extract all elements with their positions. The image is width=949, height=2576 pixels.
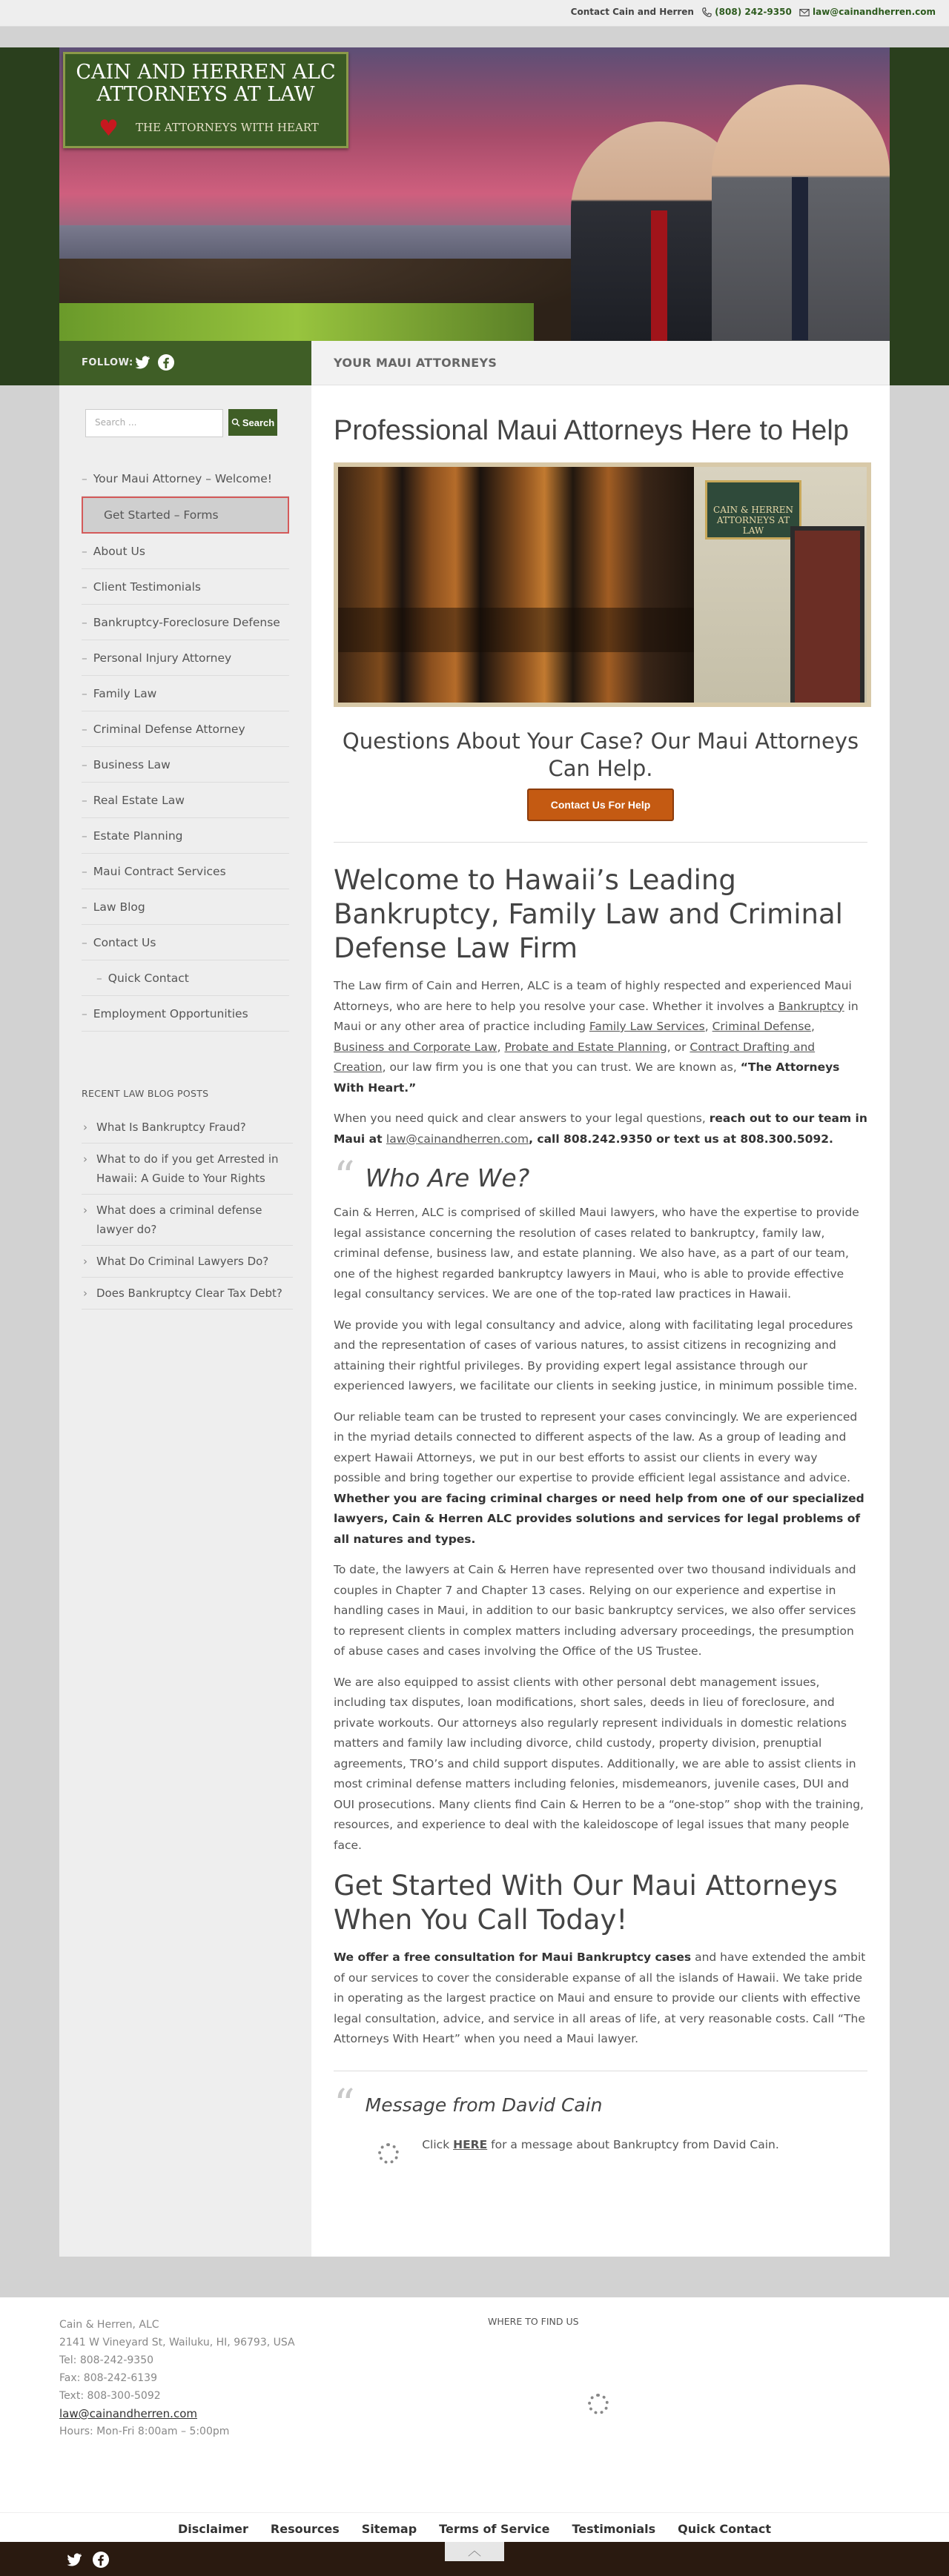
text: in Maui or any other area of practice including: [334, 999, 859, 1033]
business-law-link[interactable]: Business and Corporate Law: [334, 1040, 497, 1054]
contact-label: Contact Cain and Herren: [570, 7, 694, 18]
contact-paragraph: [334, 1109, 867, 1149]
intro-paragraph: [334, 976, 867, 1098]
here-link[interactable]: HERE: [453, 2137, 488, 2151]
twitter-icon[interactable]: [133, 353, 151, 371]
sidebar-item-bankruptcy[interactable]: – Bankruptcy-Foreclosure Defense: [82, 605, 289, 640]
sidebar-item-criminal-defense[interactable]: – Criminal Defense Attorney: [82, 711, 289, 747]
questions-heading: Questions About Your Case? Our Maui Attorneys Can Help.: [342, 728, 859, 781]
text: The Law firm of Cain and Herren, ALC is a team of highly respected and experienced Maui Attorneys, who are here to help you resolve your case. Whether it involves a: [334, 979, 852, 1013]
follow-label: FOLLOW:: [82, 357, 133, 368]
text: Our reliable team can be trusted to represent your cases convincingly. We are experienced in the myriad details connected to different aspects of the law. As a group of leading and expert Hawaii Attorneys, we put in our best efforts to assist our clients in every way possible and bring together our expertise to provide efficient legal assistance and advice.: [334, 1410, 858, 1484]
sidebar-item-label: Get Started – Forms: [104, 508, 219, 522]
sidebar-item-client-testimonials[interactable]: – Client Testimonials: [82, 569, 289, 605]
sidebar-item-employment[interactable]: – Employment Opportunities: [82, 996, 289, 1032]
search-icon: [231, 418, 240, 427]
chevron-up-icon: ︿: [468, 2543, 481, 2559]
sidebar-item-contact-us[interactable]: – Contact Us: [82, 925, 289, 960]
sidebar-item-label: Estate Planning: [93, 829, 183, 843]
message-paragraph: [334, 2138, 867, 2151]
who-heading-block: [334, 1153, 867, 1201]
sidebar-item-law-blog[interactable]: – Law Blog: [82, 889, 289, 925]
breadcrumb-title: YOUR MAUI ATTORNEYS: [334, 356, 497, 370]
sidebar-item-welcome[interactable]: – Your Maui Attorney – Welcome!: [82, 461, 289, 497]
footer-fax: Fax: 808-242-6139: [59, 2372, 157, 2384]
search-button[interactable]: [228, 409, 277, 436]
sidebar-item-family-law[interactable]: – Family Law: [82, 676, 289, 711]
bottom-social-bar: [0, 2542, 949, 2576]
footer-address: 2141 W Vineyard St, Wailuku, HI, 96793, USA: [59, 2337, 295, 2348]
criminal-defense-link[interactable]: Criminal Defense: [712, 1020, 811, 1033]
search-input[interactable]: Search ...: [85, 409, 223, 437]
sidebar-item-label: Personal Injury Attorney: [93, 651, 232, 665]
quote-icon: “: [334, 2080, 355, 2129]
facebook-icon[interactable]: [92, 2551, 110, 2569]
who-paragraph-1: Cain & Herren, ALC is comprised of skilled Maui lawyers, who have the expertise to provide legal assistance concerning the resolution of cases related to bankruptcy, family law, criminal defense, business law, and estate planning. We also have, as a part of our team, one of the highest regarded bankruptcy lawyers in Maui, who is able to provide effective legal consultancy services. We are one of the top-rated law practices in Hawaii.: [334, 1206, 859, 1301]
twitter-icon[interactable]: [65, 2551, 83, 2569]
text: When you need quick and clear answers to your legal questions,: [334, 1112, 710, 1125]
welcome-heading: Welcome to Hawaii’s Leading Bankruptcy, Family Law and Criminal Defense Law Firm: [334, 864, 843, 964]
sidebar-item-label: Client Testimonials: [93, 580, 201, 594]
envelope-icon: [799, 7, 810, 18]
sidebar-item-quick-contact[interactable]: – Quick Contact: [82, 960, 289, 996]
who-heading: Who Are We?: [365, 1163, 530, 1192]
recent-post-link[interactable]: › What does a criminal defense lawyer do?: [82, 1195, 293, 1246]
logo-title-line2: ATTORNEYS AT LAW: [96, 83, 315, 106]
sidebar-item-label: Employment Opportunities: [93, 1006, 248, 1020]
text: and have extended the ambit of our services to cover the considerable expanse of all the islands of Hawaii. We take pride in operating as the largest practice on Maui and ensure to provide our clients with effective legal consultation, advice, and service in all areas of life, at very reasonable costs. Call “The Attorneys With Heart” when you need a Maui lawyer.: [334, 1951, 866, 2045]
footer: [0, 2297, 949, 2512]
phone-icon: [701, 7, 712, 18]
footer-link-testimonials[interactable]: Testimonials: [572, 2522, 656, 2536]
get-started-paragraph: [334, 1948, 867, 2050]
text: Click: [422, 2137, 454, 2151]
footer-link-terms[interactable]: Terms of Service: [439, 2522, 550, 2536]
logo-title-line1: CAIN AND HERREN ALC: [76, 61, 336, 84]
sidebar-item-about-us[interactable]: – About Us: [82, 534, 289, 569]
map-loading-spinner-icon: [588, 2394, 609, 2414]
sidebar-item-contract-services[interactable]: – Maui Contract Services: [82, 854, 289, 889]
who-paragraph-2: We provide you with legal consultancy and advice, along with facilitating legal procedures and the representation of cases of various natures, to assist citizens in recognizing and attaining their rightful privileges. By providing expert legal assistance through our experienced lawyers, we facilitate our clients in seeking justice, in minimum possible time.: [334, 1318, 858, 1392]
who-paragraph-5: We are also equipped to assist clients with other personal debt management issues, including tax disputes, loan modifications, short sales, deeds in lieu of foreclosure, and private workouts. Our attorneys also regularly represent individuals in domestic relations matters and family law including divorce, child custody, property division, prenuptial agreements, TRO’s and child support disputes. Additionally, we are able to assist clients in most criminal defense matters including felonies, misdemeanors, juvenile cases, DUI and OUI prosecutions. Many clients find Cain & Herren to be a “one-stop” shop with the training, resources, and experience to deal with the kaleidoscope of legal issues that many people face.: [334, 1675, 864, 1852]
motto: “The Attorneys With Heart.”: [334, 1060, 840, 1095]
recent-posts-list: [82, 1112, 293, 1309]
search-button-label: Search: [242, 416, 275, 428]
sidebar-item-label: Quick Contact: [108, 971, 189, 985]
heart-icon: ♥: [99, 116, 119, 142]
footer-link-disclaimer[interactable]: Disclaimer: [177, 2522, 248, 2536]
sidebar-item-label: Contact Us: [93, 935, 156, 949]
bankruptcy-link[interactable]: Bankruptcy: [778, 999, 844, 1013]
footer-contact: [59, 2316, 295, 2440]
sidebar-item-real-estate[interactable]: – Real Estate Law: [82, 783, 289, 818]
who-paragraph-3: [334, 1407, 867, 1550]
text: for a message about Bankruptcy from David Cain.: [487, 2137, 779, 2151]
footer-text: Text: 808-300-5092: [59, 2390, 161, 2402]
site-logo[interactable]: [63, 52, 348, 148]
sidebar-item-get-started-forms[interactable]: [82, 497, 289, 534]
office-sign: CAIN & HERREN ATTORNEYS AT LAW: [705, 480, 801, 540]
recent-post-link[interactable]: › What Is Bankruptcy Fraud?: [82, 1112, 293, 1143]
recent-post-link[interactable]: › What to do if you get Arrested in Hawaii: A Guide to Your Rights: [82, 1143, 293, 1195]
sidebar-item-label: Your Maui Attorney – Welcome!: [93, 471, 273, 485]
text: We offer a free consultation for Maui Bankruptcy cases: [334, 1951, 692, 1964]
text: reach out to our team in Maui at: [334, 1112, 867, 1146]
get-started-heading: Get Started With Our Maui Attorneys When You Call Today!: [334, 1870, 838, 1936]
sidebar-item-label: Law Blog: [93, 900, 145, 914]
email-link[interactable]: [799, 7, 936, 18]
recent-post-link[interactable]: › Does Bankruptcy Clear Tax Debt?: [82, 1278, 293, 1309]
text: ,: [497, 1040, 505, 1054]
sidebar-item-label: About Us: [93, 544, 145, 558]
sidebar-item-personal-injury[interactable]: – Personal Injury Attorney: [82, 640, 289, 676]
breadcrumb: [311, 341, 890, 385]
text: , or: [667, 1040, 690, 1054]
sidebar-item-label: Criminal Defense Attorney: [93, 722, 245, 736]
footer-hours: Hours: Mon-Fri 8:00am – 5:00pm: [59, 2426, 230, 2437]
logo-tagline: THE ATTORNEYS WITH HEART: [136, 121, 319, 134]
loading-spinner-icon: [378, 2143, 399, 2164]
footer-link-resources[interactable]: Resources: [270, 2522, 340, 2536]
text: ,: [704, 1020, 712, 1033]
message-heading: Message from David Cain: [365, 2094, 603, 2116]
sidebar-item-label: Bankruptcy-Foreclosure Defense: [93, 615, 280, 629]
email-link-inline[interactable]: law@cainandherren.com: [386, 1132, 529, 1146]
sidebar-nav: [82, 461, 289, 1032]
quote-icon: “: [334, 1153, 355, 1201]
footer-email[interactable]: law@cainandherren.com: [59, 2407, 197, 2420]
scroll-to-top-button[interactable]: [445, 2542, 504, 2561]
contact-us-button[interactable]: Contact Us For Help: [527, 789, 674, 821]
sidebar-item-label: Business Law: [93, 757, 171, 771]
recent-post-link[interactable]: › What Do Criminal Lawyers Do?: [82, 1246, 293, 1278]
page-title: Professional Maui Attorneys Here to Help: [334, 415, 849, 446]
where-to-find-heading: WHERE TO FIND US: [488, 2316, 579, 2327]
contract-link[interactable]: Contract Drafting and Creation: [334, 1040, 816, 1074]
sidebar-item-label: Maui Contract Services: [93, 864, 226, 878]
footer-nav: [0, 2512, 949, 2542]
footer-name: Cain & Herren, ALC: [59, 2319, 159, 2331]
sidebar-item-business-law[interactable]: – Business Law: [82, 747, 289, 783]
text: ,: [810, 1020, 815, 1033]
office-photo: [334, 462, 871, 707]
attorney-photo-right: [712, 84, 890, 341]
phone-number[interactable]: (808) 242-9350: [715, 7, 792, 17]
footer-link-quick-contact[interactable]: Quick Contact: [678, 2522, 772, 2536]
email-address[interactable]: law@cainandherren.com: [812, 7, 936, 17]
probate-link[interactable]: Probate and Estate Planning: [504, 1040, 667, 1054]
sidebar-item-label: Family Law: [93, 686, 157, 700]
sidebar-item-estate-planning[interactable]: – Estate Planning: [82, 818, 289, 854]
sidebar: [59, 385, 311, 2257]
text: , call 808.242.9350 or text us at 808.300.5092.: [529, 1132, 833, 1146]
text: Whether you are facing criminal charges or need help from one of our specialized lawyers, Cain & Herren ALC provides solutions and services for legal problems of all natures and types.: [334, 1491, 864, 1546]
main-content: [311, 385, 890, 2257]
recent-posts-heading: RECENT LAW BLOG POSTS: [82, 1088, 209, 1099]
phone-link[interactable]: [701, 7, 792, 18]
top-contact-bar: [0, 0, 949, 27]
divider: [334, 842, 867, 843]
text: , our law firm you is one that you can trust. We are known as,: [382, 1060, 741, 1074]
family-law-link[interactable]: Family Law Services: [589, 1020, 705, 1033]
facebook-icon[interactable]: [157, 353, 175, 371]
sidebar-item-label: Real Estate Law: [93, 793, 185, 807]
follow-strip: [59, 341, 311, 385]
footer-tel[interactable]: Tel: 808-242-9350: [59, 2354, 154, 2366]
who-paragraph-4: To date, the lawyers at Cain & Herren have represented over two thousand individuals and couples in Chapter 7 and Chapter 13 cases. Relying on our experience and expertise in handling cases in Maui, in addition to our basic bankruptcy services, we also offer services to represent clients in complex matters including adversary proceedings, the presumption of abuse cases and cases involving the Office of the US Trustee.: [334, 1563, 856, 1658]
message-heading-block: [334, 2080, 867, 2129]
footer-link-sitemap[interactable]: Sitemap: [361, 2522, 417, 2536]
